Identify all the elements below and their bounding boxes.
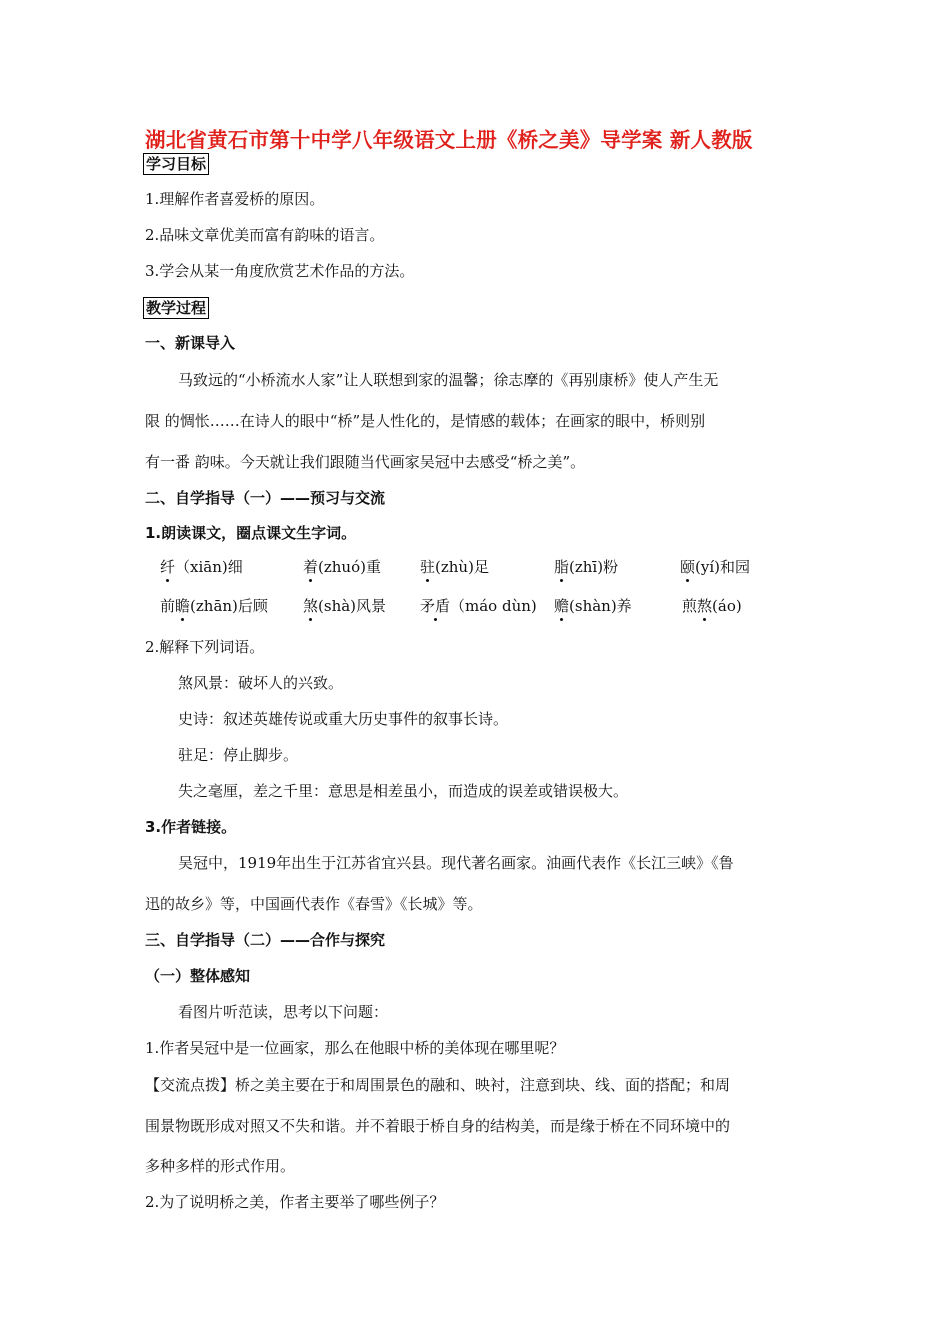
author-paragraph-line: 迅的故乡》等，中国画代表作《春雪》《长城》等。 bbox=[145, 895, 483, 913]
definition-item: 驻足：停止脚步。 bbox=[178, 746, 299, 764]
intro-heading: 一、新课导入 bbox=[145, 334, 236, 352]
question-1: 1.作者吴冠中是一位画家，那么在他眼中桥的美体现在哪里呢？ bbox=[145, 1039, 565, 1057]
vocab-item: 矛盾（máo dùn) bbox=[420, 597, 537, 615]
vocab-item: 煞(shà)风景 bbox=[303, 597, 387, 615]
objectives-heading: 学习目标 bbox=[143, 153, 209, 175]
vocab-item: 纤（xiān)细 bbox=[160, 558, 243, 576]
author-paragraph-line: 吴冠中，1919年出生于江苏省宜兴县。现代著名画家。油画代表作《长江三峡》《鲁 bbox=[178, 854, 734, 872]
explain-heading: 2.解释下列词语。 bbox=[145, 638, 265, 656]
vocab-item: 前瞻(zhān)后顾 bbox=[160, 597, 268, 615]
definition-item: 失之毫厘，差之千里：意思是相差虽小，而造成的误差或错误极大。 bbox=[178, 782, 629, 800]
question-2: 2.为了说明桥之美，作者主要举了哪些例子？ bbox=[145, 1193, 445, 1211]
answer-paragraph-line: 【交流点拨】桥之美主要在于和周围景色的融和、映衬，注意到块、线、面的搭配；和周 bbox=[145, 1076, 731, 1094]
vocab-item: 着(zhuó)重 bbox=[303, 558, 381, 576]
objective-item: 3.学会从某一角度欣赏艺术作品的方法。 bbox=[145, 262, 415, 280]
objective-item: 2.品味文章优美而富有韵味的语言。 bbox=[145, 226, 385, 244]
self-study-heading-1: 二、自学指导（一）——预习与交流 bbox=[145, 489, 386, 507]
intro-paragraph-line: 有一番 韵味。今天就让我们跟随当代画家吴冠中去感受“桥之美”。 bbox=[145, 453, 586, 471]
objective-item: 1.理解作者喜爱桥的原因。 bbox=[145, 190, 325, 208]
vocab-item: 颐(yí)和园 bbox=[680, 558, 750, 576]
vocab-item: 驻(zhù)足 bbox=[420, 558, 489, 576]
definition-item: 史诗：叙述英雄传说或重大历史事件的叙事长诗。 bbox=[178, 710, 509, 728]
vocab-item: 赡(shàn)养 bbox=[554, 597, 632, 615]
definition-item: 煞风景：破坏人的兴致。 bbox=[178, 674, 344, 692]
intro-paragraph-line: 限 的惆怅……在诗人的眼中“桥”是人性化的，是情感的载体；在画家的眼中，桥则别 bbox=[145, 412, 706, 430]
answer-paragraph-line: 围景物既形成对照又不失和谐。并不着眼于桥自身的结构美，而是缘于桥在不同环境中的 bbox=[145, 1117, 731, 1135]
author-heading: 3.作者链接。 bbox=[145, 818, 237, 836]
vocab-item: 脂(zhī)粉 bbox=[554, 558, 619, 576]
answer-paragraph-line: 多种多样的形式作用。 bbox=[145, 1157, 296, 1175]
overall-heading: （一）整体感知 bbox=[145, 967, 251, 985]
intro-paragraph-line: 马致远的“小桥流水人家”让人联想到家的温馨；徐志摩的《再别康桥》使人产生无 bbox=[178, 371, 719, 389]
self-study-heading-2: 三、自学指导（二）——合作与探究 bbox=[145, 931, 386, 949]
vocab-item: 煎熬(áo) bbox=[682, 597, 742, 615]
process-heading: 教学过程 bbox=[143, 297, 209, 319]
overall-intro: 看图片听范读，思考以下问题： bbox=[178, 1003, 389, 1021]
document-title: 湖北省黄石市第十中学八年级语文上册《桥之美》导学案 新人教版 bbox=[145, 128, 753, 152]
reading-heading: 1.朗读课文，圈点课文生字词。 bbox=[145, 524, 357, 542]
